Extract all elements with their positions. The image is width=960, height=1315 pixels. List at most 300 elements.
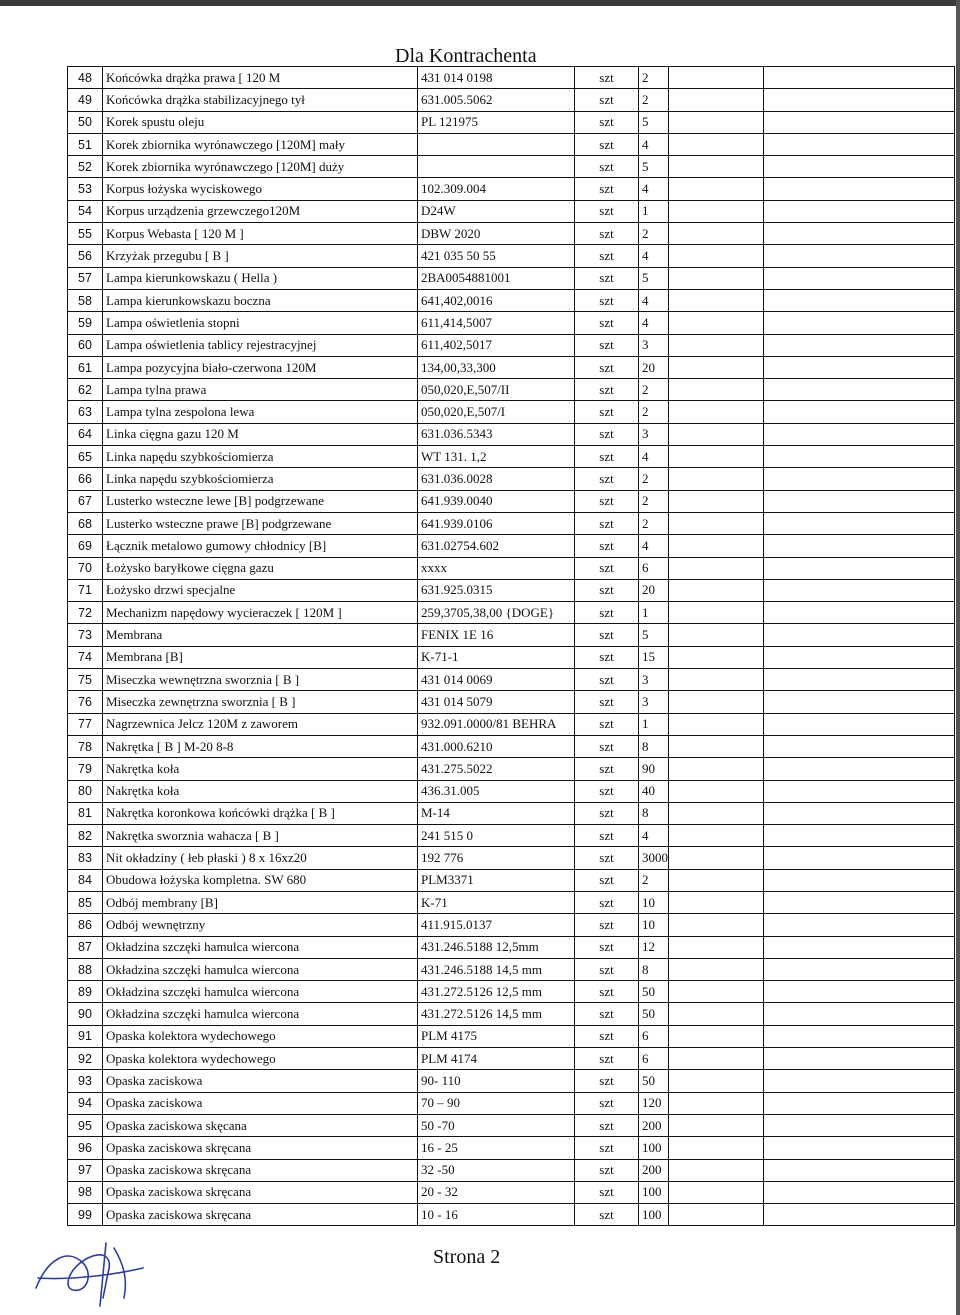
empty-cell: [669, 334, 764, 356]
table-row: [68, 89, 955, 111]
empty-cell: [669, 401, 764, 423]
item-unit: szt: [575, 958, 639, 980]
item-code: 050,020,E,507/I: [418, 401, 575, 423]
row-number: 73: [68, 624, 103, 646]
row-number: 54: [68, 200, 103, 222]
scan-edge-right: [956, 0, 960, 1315]
row-number: 88: [68, 958, 103, 980]
empty-cell: [669, 624, 764, 646]
item-quantity: 90: [639, 758, 669, 780]
empty-cell: [669, 356, 764, 378]
item-name: Odbój wewnętrzny: [103, 914, 418, 936]
table-row: [68, 1159, 955, 1181]
row-number: 89: [68, 981, 103, 1003]
item-name: Korpus urządzenia grzewczego120M: [103, 200, 418, 222]
table-row: [68, 133, 955, 155]
empty-cell: [764, 1025, 955, 1047]
empty-cell: [764, 891, 955, 913]
item-name: Odbój membrany [B]: [103, 891, 418, 913]
table-row: [68, 223, 955, 245]
row-number: 52: [68, 156, 103, 178]
item-unit: szt: [575, 869, 639, 891]
item-name: Obudowa łożyska kompletna. SW 680: [103, 869, 418, 891]
row-number: 63: [68, 401, 103, 423]
item-code: FENIX 1E 16: [418, 624, 575, 646]
row-number: 92: [68, 1048, 103, 1070]
item-quantity: 2: [639, 869, 669, 891]
item-quantity: 4: [639, 825, 669, 847]
item-quantity: 20: [639, 356, 669, 378]
item-unit: szt: [575, 200, 639, 222]
item-code: 641,402,0016: [418, 289, 575, 311]
row-number: 97: [68, 1159, 103, 1181]
item-code: PLM3371: [418, 869, 575, 891]
item-unit: szt: [575, 914, 639, 936]
row-number: 85: [68, 891, 103, 913]
item-unit: szt: [575, 223, 639, 245]
table-row: [68, 735, 955, 757]
empty-cell: [669, 423, 764, 445]
item-unit: szt: [575, 1092, 639, 1114]
row-number: 61: [68, 356, 103, 378]
handwritten-signature: [28, 1218, 148, 1308]
item-code: K-71: [418, 891, 575, 913]
empty-cell: [764, 67, 955, 89]
empty-cell: [764, 1092, 955, 1114]
item-quantity: 2: [639, 223, 669, 245]
item-quantity: 4: [639, 178, 669, 200]
row-number: 84: [68, 869, 103, 891]
table-row: [68, 758, 955, 780]
empty-cell: [669, 1159, 764, 1181]
item-unit: szt: [575, 111, 639, 133]
item-unit: szt: [575, 624, 639, 646]
empty-cell: [764, 847, 955, 869]
empty-cell: [764, 713, 955, 735]
table-row: [68, 646, 955, 668]
item-code: 431 014 0069: [418, 669, 575, 691]
empty-cell: [669, 512, 764, 534]
empty-cell: [764, 1003, 955, 1025]
row-number: 75: [68, 669, 103, 691]
table-row: [68, 423, 955, 445]
item-unit: szt: [575, 646, 639, 668]
item-quantity: 5: [639, 111, 669, 133]
item-unit: szt: [575, 334, 639, 356]
empty-cell: [764, 869, 955, 891]
empty-cell: [764, 646, 955, 668]
item-name: Lusterko wsteczne lewe [B] podgrzewane: [103, 490, 418, 512]
item-quantity: 100: [639, 1181, 669, 1203]
empty-cell: [764, 267, 955, 289]
empty-cell: [669, 1092, 764, 1114]
empty-cell: [669, 1204, 764, 1226]
item-name: Nit okładziny ( łeb płaski ) 8 x 16xz20: [103, 847, 418, 869]
empty-cell: [669, 468, 764, 490]
item-name: Linka napędu szybkościomierza: [103, 468, 418, 490]
row-number: 80: [68, 780, 103, 802]
empty-cell: [669, 936, 764, 958]
item-unit: szt: [575, 735, 639, 757]
row-number: 68: [68, 512, 103, 534]
empty-cell: [669, 691, 764, 713]
table-row: [68, 401, 955, 423]
row-number: 49: [68, 89, 103, 111]
empty-cell: [764, 178, 955, 200]
row-number: 58: [68, 289, 103, 311]
item-unit: szt: [575, 289, 639, 311]
item-quantity: 4: [639, 312, 669, 334]
item-code: 431.246.5188 14,5 mm: [418, 958, 575, 980]
item-code: 102.309.004: [418, 178, 575, 200]
item-quantity: 8: [639, 735, 669, 757]
row-number: 64: [68, 423, 103, 445]
item-name: Opaska zaciskowa skręcana: [103, 1137, 418, 1159]
item-code: 10 - 16: [418, 1204, 575, 1226]
empty-cell: [669, 111, 764, 133]
item-name: Linka cięgna gazu 120 M: [103, 423, 418, 445]
row-number: 67: [68, 490, 103, 512]
item-unit: szt: [575, 1114, 639, 1136]
table-row: [68, 624, 955, 646]
item-name: Opaska zaciskowa skręcana: [103, 1204, 418, 1226]
item-code: xxxx: [418, 557, 575, 579]
empty-cell: [764, 936, 955, 958]
item-name: Opaska zaciskowa skręcana: [103, 1181, 418, 1203]
item-code: 641.939.0040: [418, 490, 575, 512]
item-name: Łącznik metalowo gumowy chłodnicy [B]: [103, 535, 418, 557]
empty-cell: [669, 89, 764, 111]
empty-cell: [764, 1204, 955, 1226]
table-row: [68, 312, 955, 334]
empty-cell: [764, 89, 955, 111]
table-row: [68, 825, 955, 847]
item-unit: szt: [575, 312, 639, 334]
empty-cell: [669, 245, 764, 267]
item-unit: szt: [575, 178, 639, 200]
row-number: 79: [68, 758, 103, 780]
empty-cell: [764, 624, 955, 646]
item-quantity: 100: [639, 1137, 669, 1159]
item-unit: szt: [575, 267, 639, 289]
table-row: [68, 1137, 955, 1159]
item-unit: szt: [575, 468, 639, 490]
row-number: 77: [68, 713, 103, 735]
empty-cell: [764, 245, 955, 267]
table-row: [68, 490, 955, 512]
item-name: Okładzina szczęki hamulca wiercona: [103, 936, 418, 958]
empty-cell: [764, 1137, 955, 1159]
item-name: Nakrętka koła: [103, 780, 418, 802]
table-row: [68, 446, 955, 468]
item-code: 611,414,5007: [418, 312, 575, 334]
item-unit: szt: [575, 1003, 639, 1025]
item-code: D24W: [418, 200, 575, 222]
empty-cell: [669, 579, 764, 601]
table-row: [68, 267, 955, 289]
item-unit: szt: [575, 891, 639, 913]
item-unit: szt: [575, 67, 639, 89]
item-unit: szt: [575, 1137, 639, 1159]
item-code: DBW 2020: [418, 223, 575, 245]
scan-edge-top: [0, 0, 960, 6]
item-name: Linka napędu szybkościomierza: [103, 446, 418, 468]
item-code: PLM 4174: [418, 1048, 575, 1070]
table-row: [68, 981, 955, 1003]
empty-cell: [764, 334, 955, 356]
item-unit: szt: [575, 1048, 639, 1070]
item-name: Końcówka drążka prawa [ 120 M: [103, 67, 418, 89]
empty-cell: [669, 1181, 764, 1203]
item-unit: szt: [575, 446, 639, 468]
item-quantity: 200: [639, 1159, 669, 1181]
item-code: 431.272.5126 14,5 mm: [418, 1003, 575, 1025]
row-number: 48: [68, 67, 103, 89]
items-table: [67, 66, 955, 1226]
table-row: [68, 713, 955, 735]
empty-cell: [764, 446, 955, 468]
item-name: Lusterko wsteczne prawe [B] podgrzewane: [103, 512, 418, 534]
item-quantity: 6: [639, 557, 669, 579]
table-row: [68, 691, 955, 713]
item-quantity: 6: [639, 1025, 669, 1047]
table-row: [68, 579, 955, 601]
item-name: Okładzina szczęki hamulca wiercona: [103, 958, 418, 980]
empty-cell: [669, 133, 764, 155]
item-quantity: 8: [639, 958, 669, 980]
item-name: Krzyżak przegubu [ B ]: [103, 245, 418, 267]
item-code: [418, 156, 575, 178]
empty-cell: [669, 156, 764, 178]
row-number: 56: [68, 245, 103, 267]
item-code: 932.091.0000/81 BEHRA: [418, 713, 575, 735]
empty-cell: [764, 356, 955, 378]
item-unit: szt: [575, 847, 639, 869]
table-row: [68, 958, 955, 980]
item-quantity: 3: [639, 423, 669, 445]
empty-cell: [669, 914, 764, 936]
row-number: 87: [68, 936, 103, 958]
row-number: 94: [68, 1092, 103, 1114]
item-quantity: 2: [639, 401, 669, 423]
item-quantity: 4: [639, 245, 669, 267]
item-code: 631.02754.602: [418, 535, 575, 557]
row-number: 99: [68, 1204, 103, 1226]
item-name: Korpus Webasta [ 120 M ]: [103, 223, 418, 245]
item-unit: szt: [575, 490, 639, 512]
empty-cell: [669, 1048, 764, 1070]
item-code: 431.272.5126 12,5 mm: [418, 981, 575, 1003]
item-code: 431.275.5022: [418, 758, 575, 780]
empty-cell: [764, 200, 955, 222]
item-code: 134,00,33,300: [418, 356, 575, 378]
item-unit: szt: [575, 602, 639, 624]
empty-cell: [669, 1070, 764, 1092]
item-name: Nakrętka sworznia wahacza [ B ]: [103, 825, 418, 847]
empty-cell: [669, 780, 764, 802]
empty-cell: [764, 802, 955, 824]
item-quantity: 1: [639, 713, 669, 735]
table-row: [68, 111, 955, 133]
row-number: 86: [68, 914, 103, 936]
row-number: 95: [68, 1114, 103, 1136]
item-code: K-71-1: [418, 646, 575, 668]
item-name: Opaska zaciskowa: [103, 1092, 418, 1114]
item-name: Membrana [B]: [103, 646, 418, 668]
empty-cell: [764, 758, 955, 780]
row-number: 53: [68, 178, 103, 200]
table-row: [68, 245, 955, 267]
item-name: Mechanizm napędowy wycieraczek [ 120M ]: [103, 602, 418, 624]
item-unit: szt: [575, 713, 639, 735]
item-unit: szt: [575, 780, 639, 802]
table-row: [68, 557, 955, 579]
item-code: 70 – 90: [418, 1092, 575, 1114]
table-row: [68, 468, 955, 490]
item-quantity: 2: [639, 512, 669, 534]
empty-cell: [669, 223, 764, 245]
table-row: [68, 869, 955, 891]
item-quantity: 5: [639, 267, 669, 289]
empty-cell: [669, 891, 764, 913]
item-name: Lampa oświetlenia tablicy rejestracyjnej: [103, 334, 418, 356]
empty-cell: [669, 490, 764, 512]
item-quantity: 50: [639, 1003, 669, 1025]
row-number: 65: [68, 446, 103, 468]
item-name: Okładzina szczęki hamulca wiercona: [103, 981, 418, 1003]
row-number: 62: [68, 379, 103, 401]
item-code: 641.939.0106: [418, 512, 575, 534]
table-row: [68, 914, 955, 936]
table-row: [68, 847, 955, 869]
page-title: Dla Kontrachenta: [395, 45, 537, 67]
item-quantity: 3: [639, 669, 669, 691]
empty-cell: [669, 1025, 764, 1047]
table-row: [68, 178, 955, 200]
empty-cell: [764, 423, 955, 445]
empty-cell: [669, 446, 764, 468]
item-code: PLM 4175: [418, 1025, 575, 1047]
item-code: 431.000.6210: [418, 735, 575, 757]
item-unit: szt: [575, 156, 639, 178]
item-name: Korpus łożyska wyciskowego: [103, 178, 418, 200]
item-name: Nagrzewnica Jelcz 120M z zaworem: [103, 713, 418, 735]
item-name: Korek zbiornika wyrónawczego [120M] duży: [103, 156, 418, 178]
item-quantity: 50: [639, 981, 669, 1003]
item-code: 431 014 0198: [418, 67, 575, 89]
table-row: [68, 1070, 955, 1092]
item-unit: szt: [575, 401, 639, 423]
empty-cell: [764, 289, 955, 311]
row-number: 98: [68, 1181, 103, 1203]
item-unit: szt: [575, 579, 639, 601]
item-code: 431.246.5188 12,5mm: [418, 936, 575, 958]
row-number: 72: [68, 602, 103, 624]
item-code: 431 014 5079: [418, 691, 575, 713]
table-row: [68, 1092, 955, 1114]
item-name: Nakrętka koła: [103, 758, 418, 780]
row-number: 76: [68, 691, 103, 713]
item-code: 631.005.5062: [418, 89, 575, 111]
item-unit: szt: [575, 557, 639, 579]
item-quantity: 100: [639, 1204, 669, 1226]
item-quantity: 8: [639, 802, 669, 824]
empty-cell: [764, 156, 955, 178]
item-name: Miseczka wewnętrzna sworznia [ B ]: [103, 669, 418, 691]
table-row: [68, 379, 955, 401]
item-unit: szt: [575, 1181, 639, 1203]
item-quantity: 12: [639, 936, 669, 958]
item-quantity: 10: [639, 914, 669, 936]
item-unit: szt: [575, 89, 639, 111]
item-unit: szt: [575, 1204, 639, 1226]
empty-cell: [764, 669, 955, 691]
item-unit: szt: [575, 1025, 639, 1047]
item-name: Końcówka drążka stabilizacyjnego tył: [103, 89, 418, 111]
item-quantity: 6: [639, 1048, 669, 1070]
empty-cell: [669, 178, 764, 200]
table-row: [68, 1204, 955, 1226]
empty-cell: [764, 1048, 955, 1070]
row-number: 81: [68, 802, 103, 824]
item-quantity: 4: [639, 535, 669, 557]
item-name: Lampa kierunkowskazu boczna: [103, 289, 418, 311]
table-row: [68, 535, 955, 557]
item-unit: szt: [575, 245, 639, 267]
item-quantity: 2: [639, 89, 669, 111]
item-code: 421 035 50 55: [418, 245, 575, 267]
item-name: Lampa pozycyjna biało-czerwona 120M: [103, 356, 418, 378]
item-quantity: 4: [639, 133, 669, 155]
item-name: Nakrętka koronkowa końcówki drążka [ B ]: [103, 802, 418, 824]
item-unit: szt: [575, 1159, 639, 1181]
item-name: Membrana: [103, 624, 418, 646]
empty-cell: [669, 379, 764, 401]
empty-cell: [669, 200, 764, 222]
row-number: 60: [68, 334, 103, 356]
row-number: 50: [68, 111, 103, 133]
empty-cell: [669, 869, 764, 891]
item-code: WT 131. 1,2: [418, 446, 575, 468]
item-code: 631.036.5343: [418, 423, 575, 445]
empty-cell: [764, 579, 955, 601]
row-number: 66: [68, 468, 103, 490]
empty-cell: [669, 758, 764, 780]
item-code: 2BA0054881001: [418, 267, 575, 289]
item-quantity: 2: [639, 379, 669, 401]
empty-cell: [764, 535, 955, 557]
table-row: [68, 1114, 955, 1136]
row-number: 82: [68, 825, 103, 847]
empty-cell: [764, 312, 955, 334]
empty-cell: [764, 379, 955, 401]
empty-cell: [669, 713, 764, 735]
item-quantity: 3: [639, 334, 669, 356]
item-unit: szt: [575, 669, 639, 691]
table-row: [68, 802, 955, 824]
item-quantity: 4: [639, 289, 669, 311]
table-row: [68, 512, 955, 534]
table-row: [68, 1025, 955, 1047]
row-number: 51: [68, 133, 103, 155]
table-row: [68, 289, 955, 311]
item-code: 90- 110: [418, 1070, 575, 1092]
item-unit: szt: [575, 1070, 639, 1092]
empty-cell: [764, 1114, 955, 1136]
empty-cell: [764, 111, 955, 133]
item-name: Okładzina szczęki hamulca wiercona: [103, 1003, 418, 1025]
empty-cell: [669, 267, 764, 289]
